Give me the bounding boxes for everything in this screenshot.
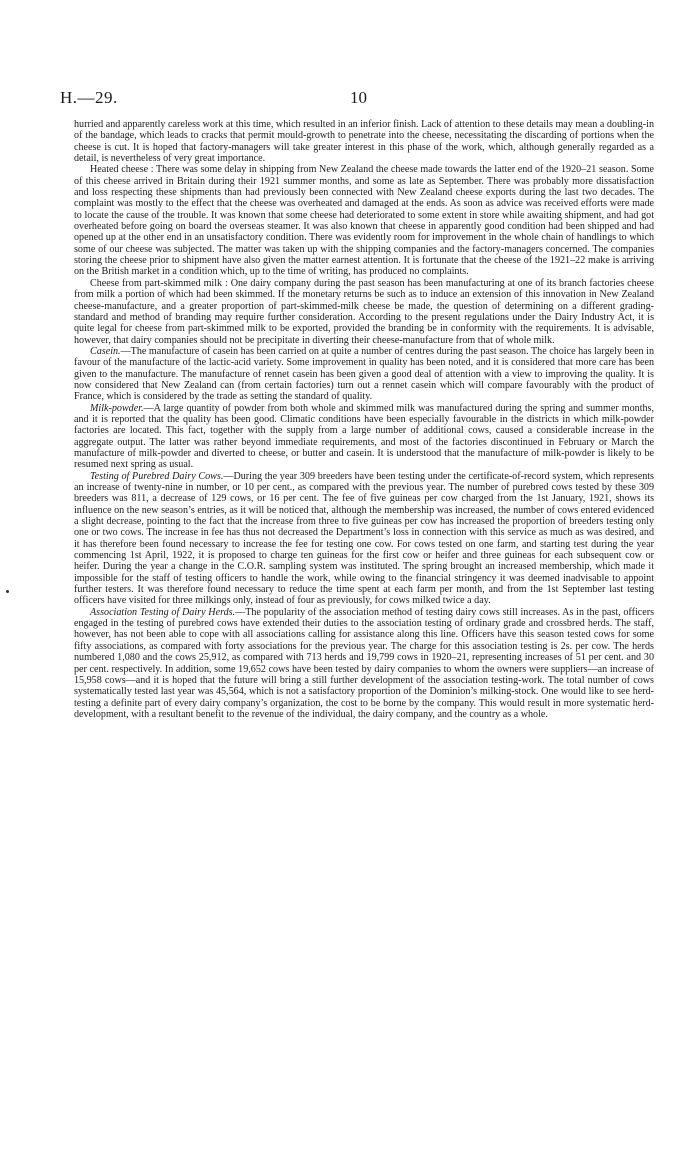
paragraph-part-skimmed-milk: Cheese from part-skimmed milk : One dairy company during the past season has been manufacturing at one of its branch factories cheese from milk a portion of which had been skimmed. If the monetary returns be such as to induce an extension of this innovation in New Zealand cheese-manufacture, and a greater proportion of part-skimmed-milk cheese be made, the question of determining on a different grading-standard and method of branding may require further consideration. According to the present regulations under the Dairy Industry Act, it is quite legal for cheese from part-skimmed milk to be exported, provided the branding be in conformity with the requirements. It is advisable, however, that dairy companies should not be precipitate in diverting their cheese-manufacture from that of whole milk. (74, 277, 654, 346)
paragraph-heated-cheese: Heated cheese : There was some delay in shipping from New Zealand the cheese made towards the latter end of the 1920–21 season. Some of this cheese arrived in Britain during their 1921 summer months, and some as late as September. There was probably more dissatisfaction and loss respecting these shipments than had previously been connected with New Zealand cheese exports during the last two decades. The complaint was mostly to the effect that the cheese was overheated and damaged at the ends. As soon as advice was received efforts were made to locate the cause of the trouble. It was known that some cheese had deteriorated to some extent in store while awaiting shipment, and had got overheated before going on board the overseas steamer. It was also known that cheese in apparently good condition had been shipped and had opened up at the other end in an unsatisfactory condition. There was evidently room for improvement in the whole chain of handlings to which some of our cheese was subjected. The matter was taken up with the shipping companies and the factory-managers concerned. The companies storing the cheese prior to shipment have also given the matter earnest attention. It is fortunate that the cheese of the 1921–22 make is arriving on the British market in a condition which, up to the time of writing, has produced no complaints. (74, 164, 654, 278)
document-reference: H.—29. (60, 88, 118, 107)
paragraph-association-testing: Association Testing of Dairy Herds.—The popularity of the association method of testing dairy cows still increases. As in the past, officers engaged in the testing of purebred cows have extended their duties to the association testing of ordinary grade and crossbred herds. The staff, however, has not been able to cope with all associations calling for assistance along this line. Officers have this season tested cows for some fifty associations, as compared with forty associations for the previous year. The charge for this association testing is 2s. per cow. The herds numbered 1,080 and the cows 25,912, as compared with 713 herds and 19,799 cows in 1920–21, representing increases of 51 per cent. and 30 per cent. respectively. In addition, some 19,652 cows have been tested by dairy companies to whom the owners were suppliers—an increase of 15,958 cows—and it is hoped that the future will bring a still further development of the association testing-work. The total number of cows systematically tested last year was 45,564, which is not a satisfactory proportion of the Dominion’s milking-stock. One would like to see herd-testing a definite part of every dairy company’s organization, the cost to be borne by the company. This would result in more systematic herd-development, with a resultant benefit to the revenue of the individual, the dairy company, and the country as a whole. (74, 606, 654, 720)
page-header (60, 88, 640, 112)
heading-milk-powder: Milk-powder. (90, 402, 144, 414)
paragraph-purebred-testing: Testing of Purebred Dairy Cows.—During the year 309 breeders have been testing under the certificate-of-record system, which represents an increase of twenty-nine in number, or 10 per cent., as compared with the previous year. The number of purebred cows tested by these 309 breeders was 811, a decrease of 129 cows, or 16 per cent. The fee of five guineas per cow charged from the 1st January, 1921, shows its influence on the new season’s entries, as it will be noticed that, although the membership was increased, the number of cows entered evidenced a slight decrease, pointing to the fact that the increase from three to five guineas per cow has increased the proportion of breeders testing only one or two cows. The increase in fee has thus not decreased the Department’s loss in connection with this service as much as was desired, and it has therefore been found necessary to increase the fee for testing one cow. For cows tested on one farm, and starting test during the year commencing 1st April, 1922, it is proposed to charge ten guineas for the first cow or heifer and three guineas for each subsequent cow or heifer. During the year a change in the C.O.R. sampling system was instituted. The spring brought an increased membership, which made it impossible for the staff of testing officers to handle the work, while owing to the financial stringency it was deemed inadvisable to appoint further testers. It was therefore found necessary to reduce the time spent at each farm per month, and from the 1st September last testing officers have visited for three milkings only, instead of four as previously, for cows milked twice a day. (74, 470, 654, 607)
paragraph-casein: Casein.—The manufacture of casein has been carried on at quite a number of centres during the past season. The choice has largely been in favour of the manufacture of the lactic-acid variety. Some improvement in quality has been noted, and it is considered that more care has been given to the manufacture. The manufacture of rennet casein has been given a good deal of attention with a view to improving the quality. It is now considered that New Zealand can (from certain factories) turn out a rennet casein which will compare favourably with the product of France, which is considered by the trade as setting the standard of quality. (74, 345, 654, 403)
heading-purebred-testing: Testing of Purebred Dairy Cows. (90, 470, 224, 482)
paragraph-bandaging: hurried and apparently careless work at this time, which resulted in an inferior finish. Lack of attention to these details may mean a doubling-in of the bandage, which leads to cracks that permit mould-growth to penetrate into the cheese, necessitating the discarding of portions when the cheese is cut. It is hoped that factory-managers will take greater interest in this phase of the work, which, although generally regarded as a detail, is nevertheless of very great importance. (74, 119, 654, 165)
page-number: 10 (350, 88, 367, 107)
paragraph-milk-powder: Milk-powder.—A large quantity of powder from both whole and skimmed milk was manufactured during the spring and summer months, and it is reported that the quality has been good. Climatic conditions have been especially favourable in the districts in which milk-powder factories are located. This fact, together with the supply from a large number of additional cows, caused a considerable increase in the aggregate output. The latter was rather beyond immediate requirements, and most of the factories discontinued in February or March the manufacture of milk-powder and diverted to cheese, or butter and casein. It is understood that the manufacture of milk-powder is likely to be resumed next spring as usual. (74, 402, 654, 471)
margin-mark (6, 590, 9, 593)
heading-association-testing: Association Testing of Dairy Herds. (90, 606, 236, 618)
heading-casein: Casein. (90, 345, 121, 357)
body-text (74, 119, 654, 720)
